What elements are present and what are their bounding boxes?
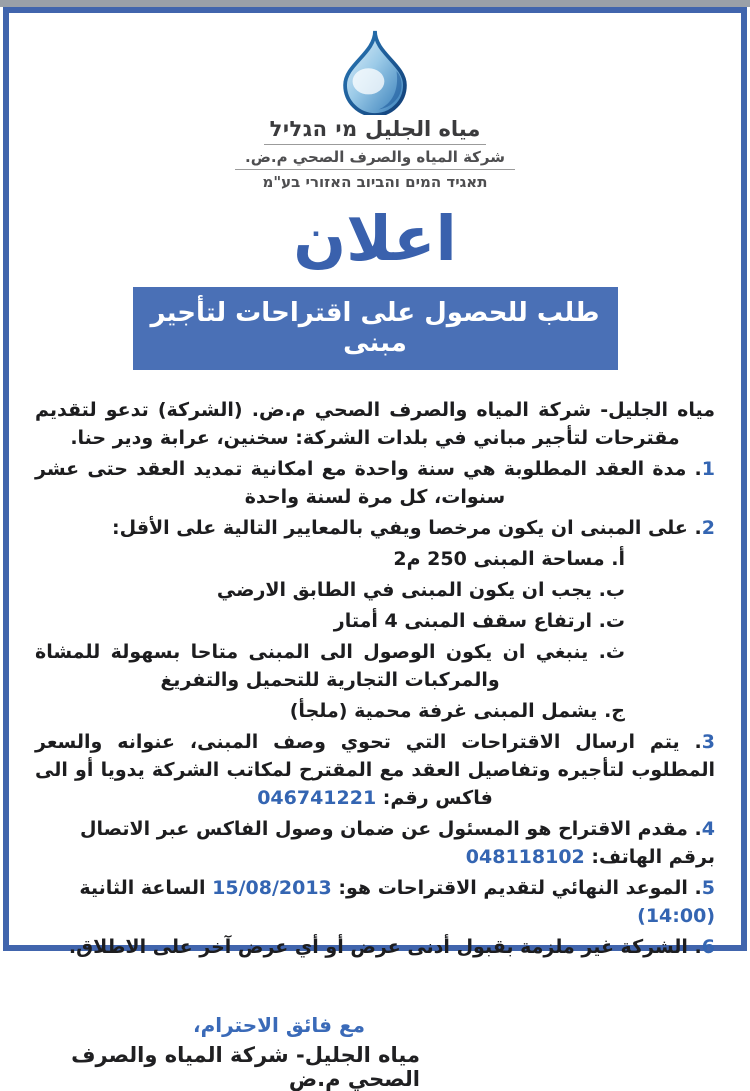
list-item xyxy=(35,874,715,930)
item-marker-dot: . xyxy=(688,877,702,899)
page-content xyxy=(9,13,741,1091)
item-marker: أ xyxy=(618,548,625,570)
item-text: يجب ان يكون المبنى في الطابق الارضي xyxy=(217,579,592,601)
closing-line: مع فائق الاحترام، xyxy=(35,1013,420,1037)
item-marker: 4 xyxy=(702,818,715,840)
water-drop-icon xyxy=(337,29,413,115)
item-text: ينبغي ان يكون الوصول الى المبنى متاحا بسهولة للمشاة والمركبات التجارية للتحميل والتفريغ xyxy=(35,641,588,691)
item-marker-dot: . xyxy=(688,818,702,840)
list-item xyxy=(35,576,715,604)
subtitle-banner: طلب للحصول على اقتراحات لتأجير مبنى xyxy=(133,287,618,370)
item-marker-dot: . xyxy=(688,517,702,539)
company-subtitle-hebrew: תאגיד המים והביוב האזורי בע"מ xyxy=(259,170,492,191)
item-marker: ث xyxy=(606,641,625,663)
list-item xyxy=(35,545,715,573)
item-text: يشمل المبنى غرفة محمية (ملجأ) xyxy=(290,700,598,722)
list-item xyxy=(35,514,715,542)
announcement-body xyxy=(35,396,715,961)
company-subtitle-arabic: شركة المياه والصرف الصحي م.ض. xyxy=(235,146,515,170)
list-item xyxy=(35,638,715,694)
list-item xyxy=(35,607,715,635)
item-marker-dot: . xyxy=(592,610,606,632)
signature-line: مياه الجليل- شركة المياه والصرف الصحي م.ض xyxy=(35,1043,420,1091)
list-item xyxy=(35,697,715,725)
item-marker: ب xyxy=(606,579,625,601)
terms-list xyxy=(35,455,715,961)
item-marker: 3 xyxy=(702,731,715,753)
item-marker: 6 xyxy=(702,936,715,958)
item-marker-dot: . xyxy=(597,700,611,722)
company-name: مياه الجليل מי הגליל xyxy=(264,115,487,145)
item-text: مقدم الاقتراح هو المسئول عن ضمان وصول الفاكس عبر الاتصال برقم الهاتف: 048118102 xyxy=(80,818,715,868)
page-top-shadow xyxy=(0,0,750,7)
item-marker-dot: . xyxy=(680,731,702,753)
list-item xyxy=(35,455,715,511)
item-marker-dot: . xyxy=(605,548,619,570)
item-text: الشركة غير ملزمة بقبول أدنى عرض أو أي عرض آخر على الاطلاق. xyxy=(69,936,688,958)
company-logo xyxy=(35,29,715,191)
page-title: اعلان xyxy=(35,205,715,273)
item-marker: 5 xyxy=(702,877,715,899)
item-marker: 2 xyxy=(702,517,715,539)
item-marker-dot: . xyxy=(588,641,606,663)
item-text: مساحة المبنى 250 م2 xyxy=(393,548,604,570)
intro-paragraph: مياه الجليل- شركة المياه والصرف الصحي م.ض. (الشركة) تدعو لتقديم مقترحات لتأجير مباني في بلدات الشركة: سخنين، عرابة ودير حنا. xyxy=(35,396,715,452)
list-item xyxy=(35,933,715,961)
list-item xyxy=(35,728,715,812)
announcement-page xyxy=(3,7,747,951)
item-text: ارتفاع سقف المبنى 4 أمتار xyxy=(334,610,592,632)
signature-block xyxy=(35,1013,420,1091)
item-marker-dot: . xyxy=(686,458,701,480)
item-text: يتم ارسال الاقتراحات التي تحوي وصف المبنى، عنوانه والسعر المطلوب لتأجيره وتفاصيل العقد مع المقترح لمكاتب الشركة يدويا أو الى فاكس رقم: 046741221 xyxy=(35,731,715,809)
item-marker: ج xyxy=(611,700,625,722)
item-text: على المبنى ان يكون مرخصا ويفي بالمعايير التالية على الأقل: xyxy=(112,517,688,539)
item-text: الموعد النهائي لتقديم الاقتراحات هو: 15/08/2013 الساعة الثانية (14:00) xyxy=(79,877,715,927)
item-text: مدة العقد المطلوبة هي سنة واحدة مع امكانية تمديد العقد حتى عشر سنوات، كل مرة لسنة واحدة xyxy=(35,458,686,508)
item-marker: 1 xyxy=(702,458,715,480)
item-marker: ت xyxy=(606,610,625,632)
item-marker-dot: . xyxy=(688,936,702,958)
list-item xyxy=(35,815,715,871)
item-marker-dot: . xyxy=(592,579,606,601)
